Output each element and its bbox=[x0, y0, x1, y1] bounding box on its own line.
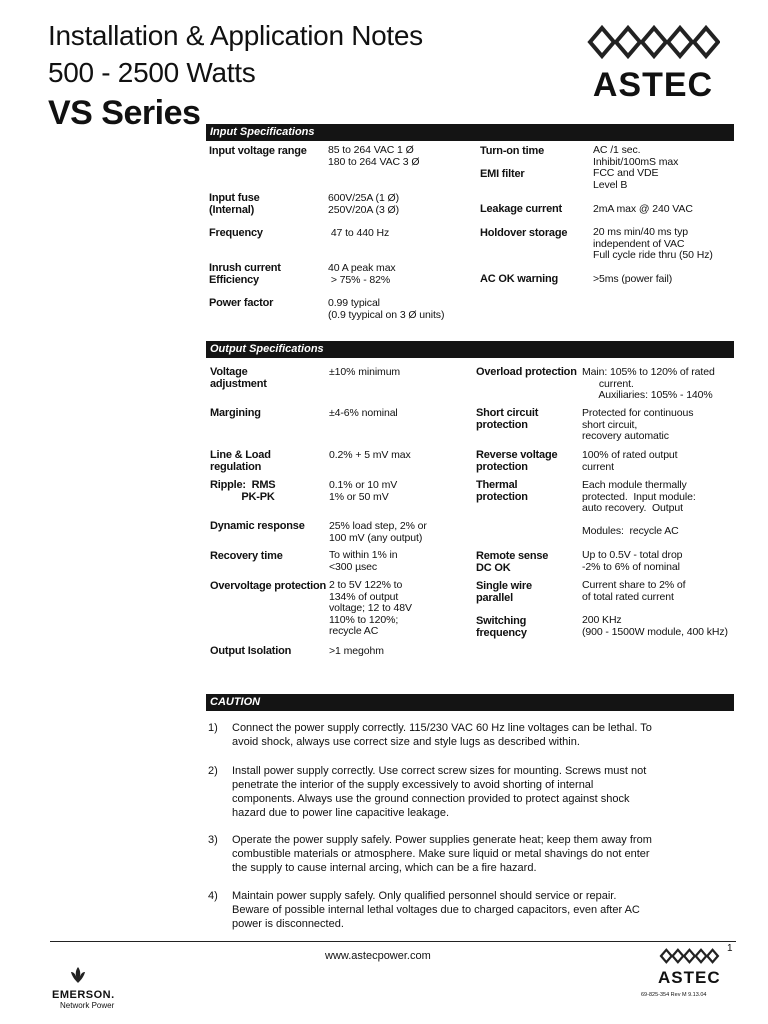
spec-label: Holdover storage bbox=[480, 227, 568, 239]
astec-diamond-chain-icon bbox=[586, 24, 720, 60]
spec-value: 2 to 5V 122% to 134% of output voltage; 12 to 48V 110% to 120%; recycle AC bbox=[329, 579, 412, 637]
caution-item-number: 2) bbox=[208, 765, 218, 777]
spec-value: 0.1% or 10 mV 1% or 50 mV bbox=[329, 479, 398, 503]
astec-diamond-chain-icon bbox=[658, 948, 720, 964]
spec-label: Remote sense DC OK bbox=[476, 550, 549, 574]
spec-value: 20 ms min/40 ms typ independent of VAC Full cycle ride thru (50 Hz) bbox=[593, 226, 713, 261]
input-specs-heading: Input Specifications bbox=[206, 124, 734, 141]
spec-value: To within 1% in <300 µsec bbox=[329, 549, 398, 573]
emerson-subtitle: Network Power bbox=[60, 1001, 115, 1010]
spec-value: >5ms (power fail) bbox=[593, 273, 673, 285]
spec-label: Power factor bbox=[209, 297, 274, 309]
astec-footer-logo-text: ASTEC bbox=[658, 968, 721, 987]
page-number: 1 bbox=[727, 943, 733, 954]
page-title-line2: 500 - 2500 Watts bbox=[48, 57, 256, 88]
page-title-series: VS Series bbox=[48, 94, 201, 132]
caution-heading: CAUTION bbox=[206, 694, 734, 711]
caution-item-text: Maintain power supply safely. Only qualified personnel should service or repair. Beware of possible internal lethal voltages due to charged capacitors, even after AC power is disconnected. bbox=[232, 890, 640, 930]
page-title-line1: Installation & Application Notes bbox=[48, 20, 423, 51]
spec-value: 0.2% + 5 mV max bbox=[329, 449, 411, 461]
astec-footer-logo bbox=[658, 948, 720, 987]
caution-item-number: 4) bbox=[208, 890, 218, 902]
spec-label: EMI filter bbox=[480, 168, 525, 180]
spec-label: Input voltage range bbox=[209, 145, 307, 157]
caution-item-text: Install power supply correctly. Use correct screw sizes for mounting. Screws must not penetrate the interior of the supply excessively to avoid shorting of internal components. Always use the ground connection provided to protect against shock hazard due to power line capacitive leakage. bbox=[232, 765, 647, 819]
spec-value: AC /1 sec. Inhibit/100mS max bbox=[593, 144, 679, 168]
emerson-globe-icon bbox=[68, 966, 88, 984]
astec-logo bbox=[586, 24, 720, 103]
spec-label: Thermal protection bbox=[476, 479, 528, 503]
spec-value: 25% load step, 2% or 100 mV (any output) bbox=[329, 520, 427, 544]
spec-value: 47 to 440 Hz bbox=[328, 227, 390, 239]
spec-label: Switching frequency bbox=[476, 615, 527, 639]
footer-website-link[interactable]: www.astecpower.com bbox=[325, 950, 431, 962]
spec-label: Overvoltage protection bbox=[210, 580, 327, 592]
spec-value: 40 A peak max > 75% - 82% bbox=[328, 262, 396, 286]
emerson-logo bbox=[52, 966, 115, 1011]
spec-value: 200 KHz (900 - 1500W module, 400 kHz) bbox=[582, 614, 728, 638]
spec-label: Output Isolation bbox=[210, 645, 292, 657]
spec-value: Protected for continuous short circuit, recovery automatic bbox=[582, 407, 694, 442]
spec-value: 0.99 typical (0.9 tyypical on 3 Ø units) bbox=[328, 297, 445, 321]
spec-value: 2mA max @ 240 VAC bbox=[593, 203, 693, 215]
spec-label: Ripple: RMS PK-PK bbox=[210, 479, 276, 503]
spec-value: Each module thermally protected. Input module: auto recovery. Output Modules: recycle AC bbox=[582, 479, 696, 537]
spec-value: Current share to 2% of of total rated current bbox=[582, 579, 686, 603]
output-specs-heading: Output Specifications bbox=[206, 341, 734, 358]
spec-value: ±10% minimum bbox=[329, 366, 401, 378]
spec-label: Frequency bbox=[209, 227, 263, 239]
spec-label: Dynamic response bbox=[210, 520, 305, 532]
spec-label: Reverse voltage protection bbox=[476, 449, 558, 473]
spec-label: Single wire parallel bbox=[476, 580, 532, 604]
spec-label: Short circuit protection bbox=[476, 407, 539, 431]
spec-label: Line & Load regulation bbox=[210, 449, 271, 473]
emerson-name: EMERSON. bbox=[52, 989, 115, 1001]
spec-label: Input fuse (Internal) bbox=[209, 192, 260, 216]
astec-logo-text: ASTEC bbox=[592, 66, 714, 104]
caution-item-number: 1) bbox=[208, 722, 218, 734]
footer-divider bbox=[50, 941, 736, 942]
caution-item-number: 3) bbox=[208, 834, 218, 846]
spec-value: FCC and VDE Level B bbox=[593, 167, 659, 191]
spec-label: Margining bbox=[210, 407, 261, 419]
spec-label: Overload protection bbox=[476, 366, 577, 378]
spec-value: 100% of rated output current bbox=[582, 449, 678, 473]
spec-value: ±4-6% nominal bbox=[329, 407, 398, 419]
caution-item-text: Operate the power supply safely. Power supplies generate heat; keep them away from combustible materials or atmosphere. Make sure liquid or metal shavings do not enter the supply to cause internal arcing, which can be a fire hazard. bbox=[232, 834, 652, 874]
document-number: 69-825-354 Rev M 9.13.04 bbox=[641, 992, 707, 998]
spec-label: AC OK warning bbox=[480, 273, 559, 285]
spec-label: Inrush current Efficiency bbox=[209, 262, 281, 286]
spec-value: >1 megohm bbox=[329, 645, 384, 657]
spec-value: Up to 0.5V - total drop -2% to 6% of nominal bbox=[582, 549, 683, 573]
spec-label: Recovery time bbox=[210, 550, 283, 562]
spec-value: Main: 105% to 120% of rated current. Auxiliaries: 105% - 140% bbox=[582, 366, 715, 401]
spec-label: Leakage current bbox=[480, 203, 562, 215]
spec-label: Turn-on time bbox=[480, 145, 544, 157]
spec-value: 600V/25A (1 Ø) 250V/20A (3 Ø) bbox=[328, 192, 399, 216]
caution-item-text: Connect the power supply correctly. 115/230 VAC 60 Hz line voltages can be lethal. To avoid shock, always use correct size and style lugs as described within. bbox=[232, 722, 652, 748]
spec-label: Voltage adjustment bbox=[210, 366, 267, 390]
spec-value: 85 to 264 VAC 1 Ø 180 to 264 VAC 3 Ø bbox=[328, 144, 420, 168]
